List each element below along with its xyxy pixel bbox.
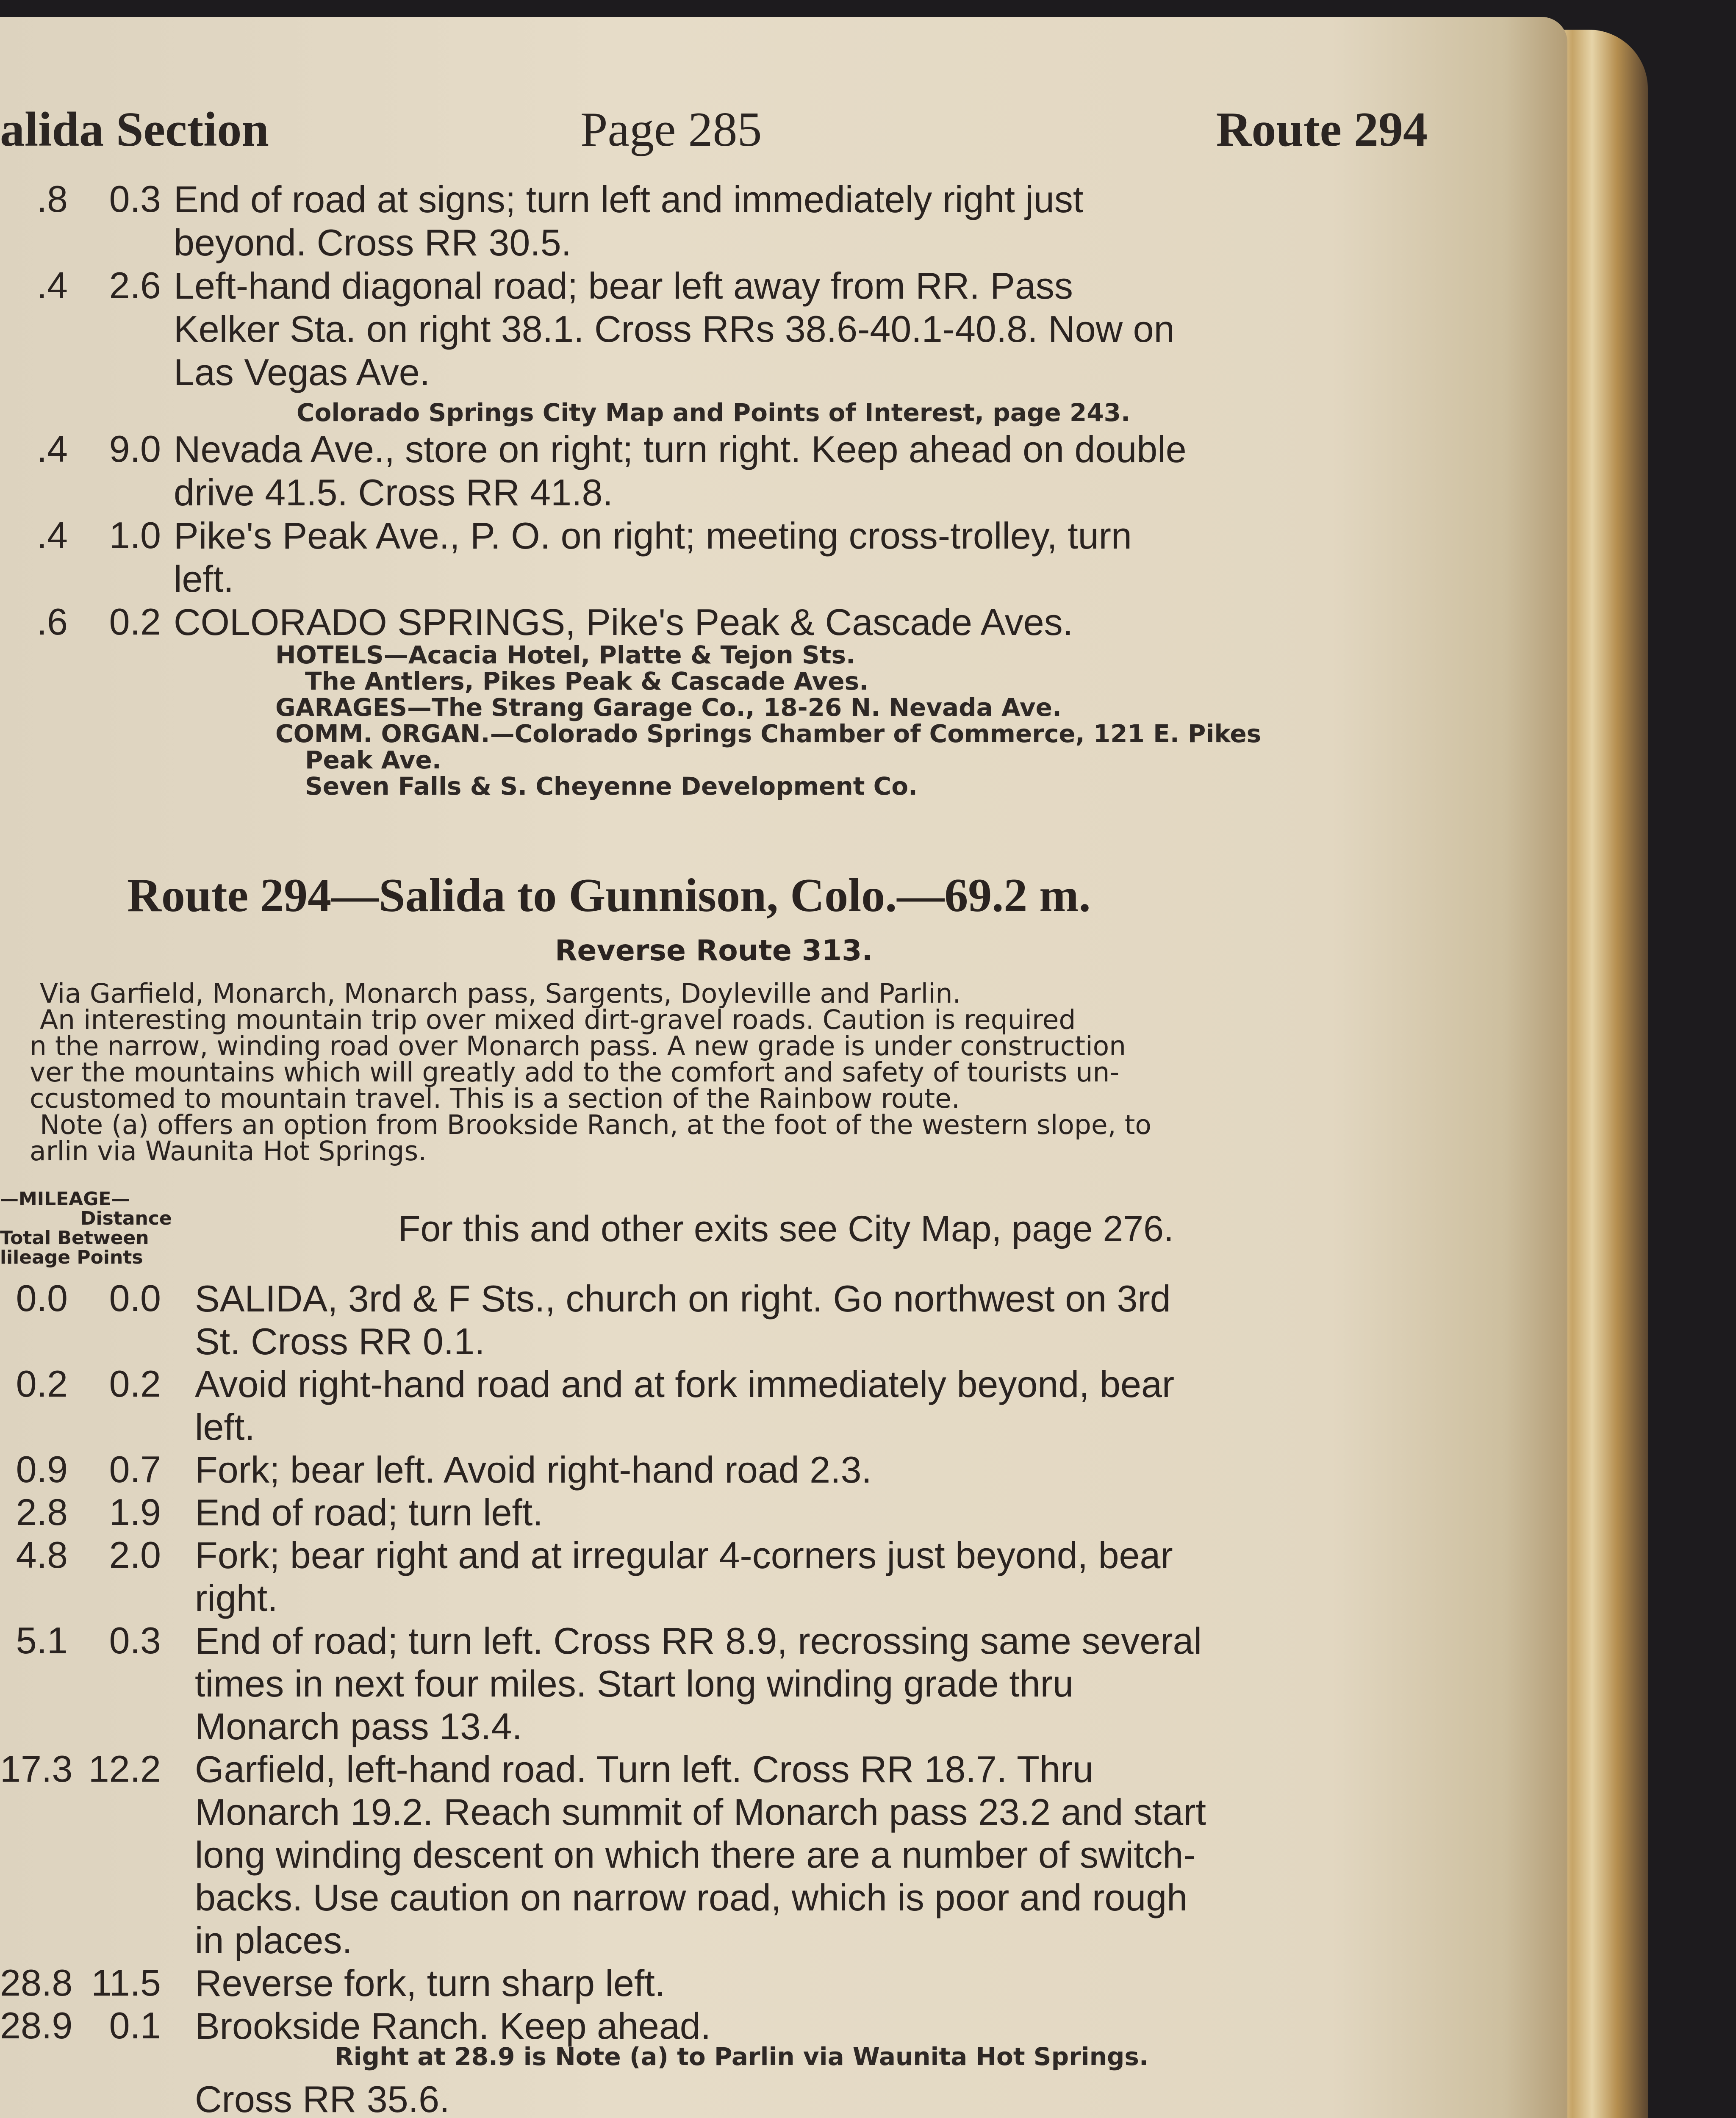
mileage-total: 5.1 — [16, 1619, 68, 1661]
mileage-between: 1.9 — [109, 1491, 161, 1533]
mileage-total: 4.8 — [16, 1534, 68, 1576]
entry-line: times in next four miles. Start long winding grade thru — [195, 1663, 1073, 1705]
mileage-between: 0.2 — [109, 1363, 161, 1405]
entry-line: Pike's Peak Ave., P. O. on right; meeting cross-trolley, turn — [174, 515, 1132, 557]
mileage-between: 0.0 — [109, 1277, 161, 1319]
entry-line: Brookside Ranch. Keep ahead. — [195, 2005, 711, 2047]
entry-line: Nevada Ave., store on right; turn right. Keep ahead on double — [174, 428, 1187, 470]
mileage-between: 1.0 — [109, 514, 161, 556]
entry-line: End of road; turn left. — [195, 1491, 543, 1533]
mileage-total: .4 — [36, 514, 68, 556]
intro-line: ver the mountains which will greatly add to the comfort and safety of tourists un- — [30, 1057, 1120, 1088]
mileage-total: 2.8 — [16, 1491, 68, 1533]
intro-line: arlin via Waunita Hot Springs. — [30, 1136, 427, 1167]
colorado-springs-info: The Antlers, Pikes Peak & Cascade Aves. — [305, 667, 869, 696]
entry-line: Garfield, left-hand road. Turn left. Cross RR 18.7. Thru — [195, 1748, 1094, 1790]
entry-line: Las Vegas Ave. — [174, 351, 430, 393]
entry-line: Fork; bear left. Avoid right-hand road 2.3. — [195, 1449, 872, 1491]
colorado-springs-info: Seven Falls & S. Cheyenne Development Co. — [305, 772, 918, 801]
entry-line: SALIDA, 3rd & F Sts., church on right. Go northwest on 3rd — [195, 1278, 1171, 1320]
mileage-total: .4 — [36, 264, 68, 306]
entry-line: Reverse fork, turn sharp left. — [195, 1962, 666, 2004]
colorado-springs-info: COMM. ORGAN.—Colorado Springs Chamber of Commerce, 121 E. Pikes — [275, 719, 1262, 748]
entry-line: long winding descent on which there are a number of switch- — [195, 1834, 1196, 1876]
entry-line: in places. — [195, 1919, 352, 1961]
entry-line: Left-hand diagonal road; bear left away from RR. Pass — [174, 265, 1073, 307]
entry-line: COLORADO SPRINGS, Pike's Peak & Cascade Aves. — [174, 601, 1073, 643]
header-page-number: Page 285 — [580, 103, 762, 157]
entry-line: drive 41.5. Cross RR 41.8. — [174, 471, 613, 513]
colorado-springs-info: HOTELS—Acacia Hotel, Platte & Tejon Sts. — [275, 640, 856, 669]
book-page — [0, 17, 1567, 2118]
entry-line: left. — [195, 1406, 255, 1448]
mileage-between: 0.1 — [109, 2004, 161, 2046]
intro-line: Via Garfield, Monarch, Monarch pass, Sargents, Doyleville and Parlin. — [40, 978, 961, 1009]
entry-line: Fork; bear right and at irregular 4-corners just beyond, bear — [195, 1534, 1173, 1576]
entry-line: End of road at signs; turn left and immediately right just — [174, 178, 1084, 220]
entry-line: backs. Use caution on narrow road, which is poor and rough — [195, 1877, 1188, 1918]
mileage-total: .8 — [36, 178, 68, 220]
mileage-between: 0.7 — [109, 1448, 161, 1490]
mileage-total: 0.0 — [16, 1277, 68, 1319]
route-intro — [30, 978, 1440, 1167]
entry-line: St. Cross RR 0.1. — [195, 1320, 485, 1362]
mileage-between: 12.2 — [88, 1748, 161, 1790]
city-map-reference: For this and other exits see City Map, page 276. — [398, 1209, 1174, 1249]
entry-line: Avoid right-hand road and at fork immediately beyond, bear — [195, 1363, 1175, 1405]
mileage-header-line: Distance — [80, 1208, 172, 1229]
mileage-total: .4 — [36, 428, 68, 470]
mileage-header-line: lileage Points — [0, 1247, 143, 1268]
colorado-springs-info: Peak Ave. — [305, 746, 441, 774]
colorado-springs-info: GARAGES—The Strang Garage Co., 18-26 N. Nevada Ave. — [275, 693, 1062, 722]
entry-line: left. — [174, 558, 234, 600]
mileage-total: 28.8 — [0, 1962, 73, 2004]
mileage-between: 0.2 — [109, 601, 161, 643]
entry-note: Right at 28.9 is Note (a) to Parlin via Waunita Hot Springs. — [335, 2042, 1148, 2071]
header-section: alida Section — [0, 103, 269, 157]
mileage-between: 0.3 — [109, 178, 161, 220]
entry-line: Monarch pass 13.4. — [195, 1705, 522, 1747]
intro-line: ccustomed to mountain travel. This is a section of the Rainbow route. — [30, 1083, 960, 1114]
intro-line: An interesting mountain trip over mixed dirt-gravel roads. Caution is required — [40, 1004, 1076, 1035]
mileage-between: 2.6 — [109, 264, 161, 306]
entry-line: beyond. Cross RR 30.5. — [174, 222, 572, 263]
mileage-header — [0, 1189, 199, 1267]
mileage-total: 28.9 — [0, 2004, 73, 2046]
mileage-between: 9.0 — [109, 428, 161, 470]
entry-line: Kelker Sta. on right 38.1. Cross RRs 38.6-40.1-40.8. Now on — [174, 308, 1175, 350]
entry-line: Monarch 19.2. Reach summit of Monarch pass 23.2 and start — [195, 1791, 1206, 1833]
mileage-total: 0.9 — [16, 1448, 68, 1490]
mileage-header-line: Total Between — [0, 1227, 149, 1249]
entry-line: right. — [195, 1577, 278, 1619]
map-note: Colorado Springs City Map and Points of Interest, page 243. — [297, 398, 1131, 427]
mileage-between: 0.3 — [109, 1619, 161, 1661]
intro-line: n the narrow, winding road over Monarch pass. A new grade is under construction — [30, 1031, 1126, 1062]
mileage-between: 2.0 — [109, 1534, 161, 1576]
intro-line: Note (a) offers an option from Brookside Ranch, at the foot of the western slope, to — [40, 1109, 1151, 1140]
mileage-total: 17.3 — [0, 1748, 73, 1790]
mileage-between: 11.5 — [91, 1962, 161, 2004]
header-route: Route 294 — [1216, 103, 1428, 157]
route-title: Route 294—Salida to Gunnison, Colo.—69.2 m. — [127, 869, 1091, 922]
reverse-route: Reverse Route 313. — [555, 934, 873, 968]
mileage-header-line: —MILEAGE— — [0, 1188, 130, 1210]
mileage-total: .6 — [36, 601, 68, 643]
entry-line: Cross RR 35.6. — [195, 2078, 450, 2118]
entry-line: End of road; turn left. Cross RR 8.9, recrossing same several — [195, 1620, 1202, 1662]
mileage-total: 0.2 — [16, 1363, 68, 1405]
